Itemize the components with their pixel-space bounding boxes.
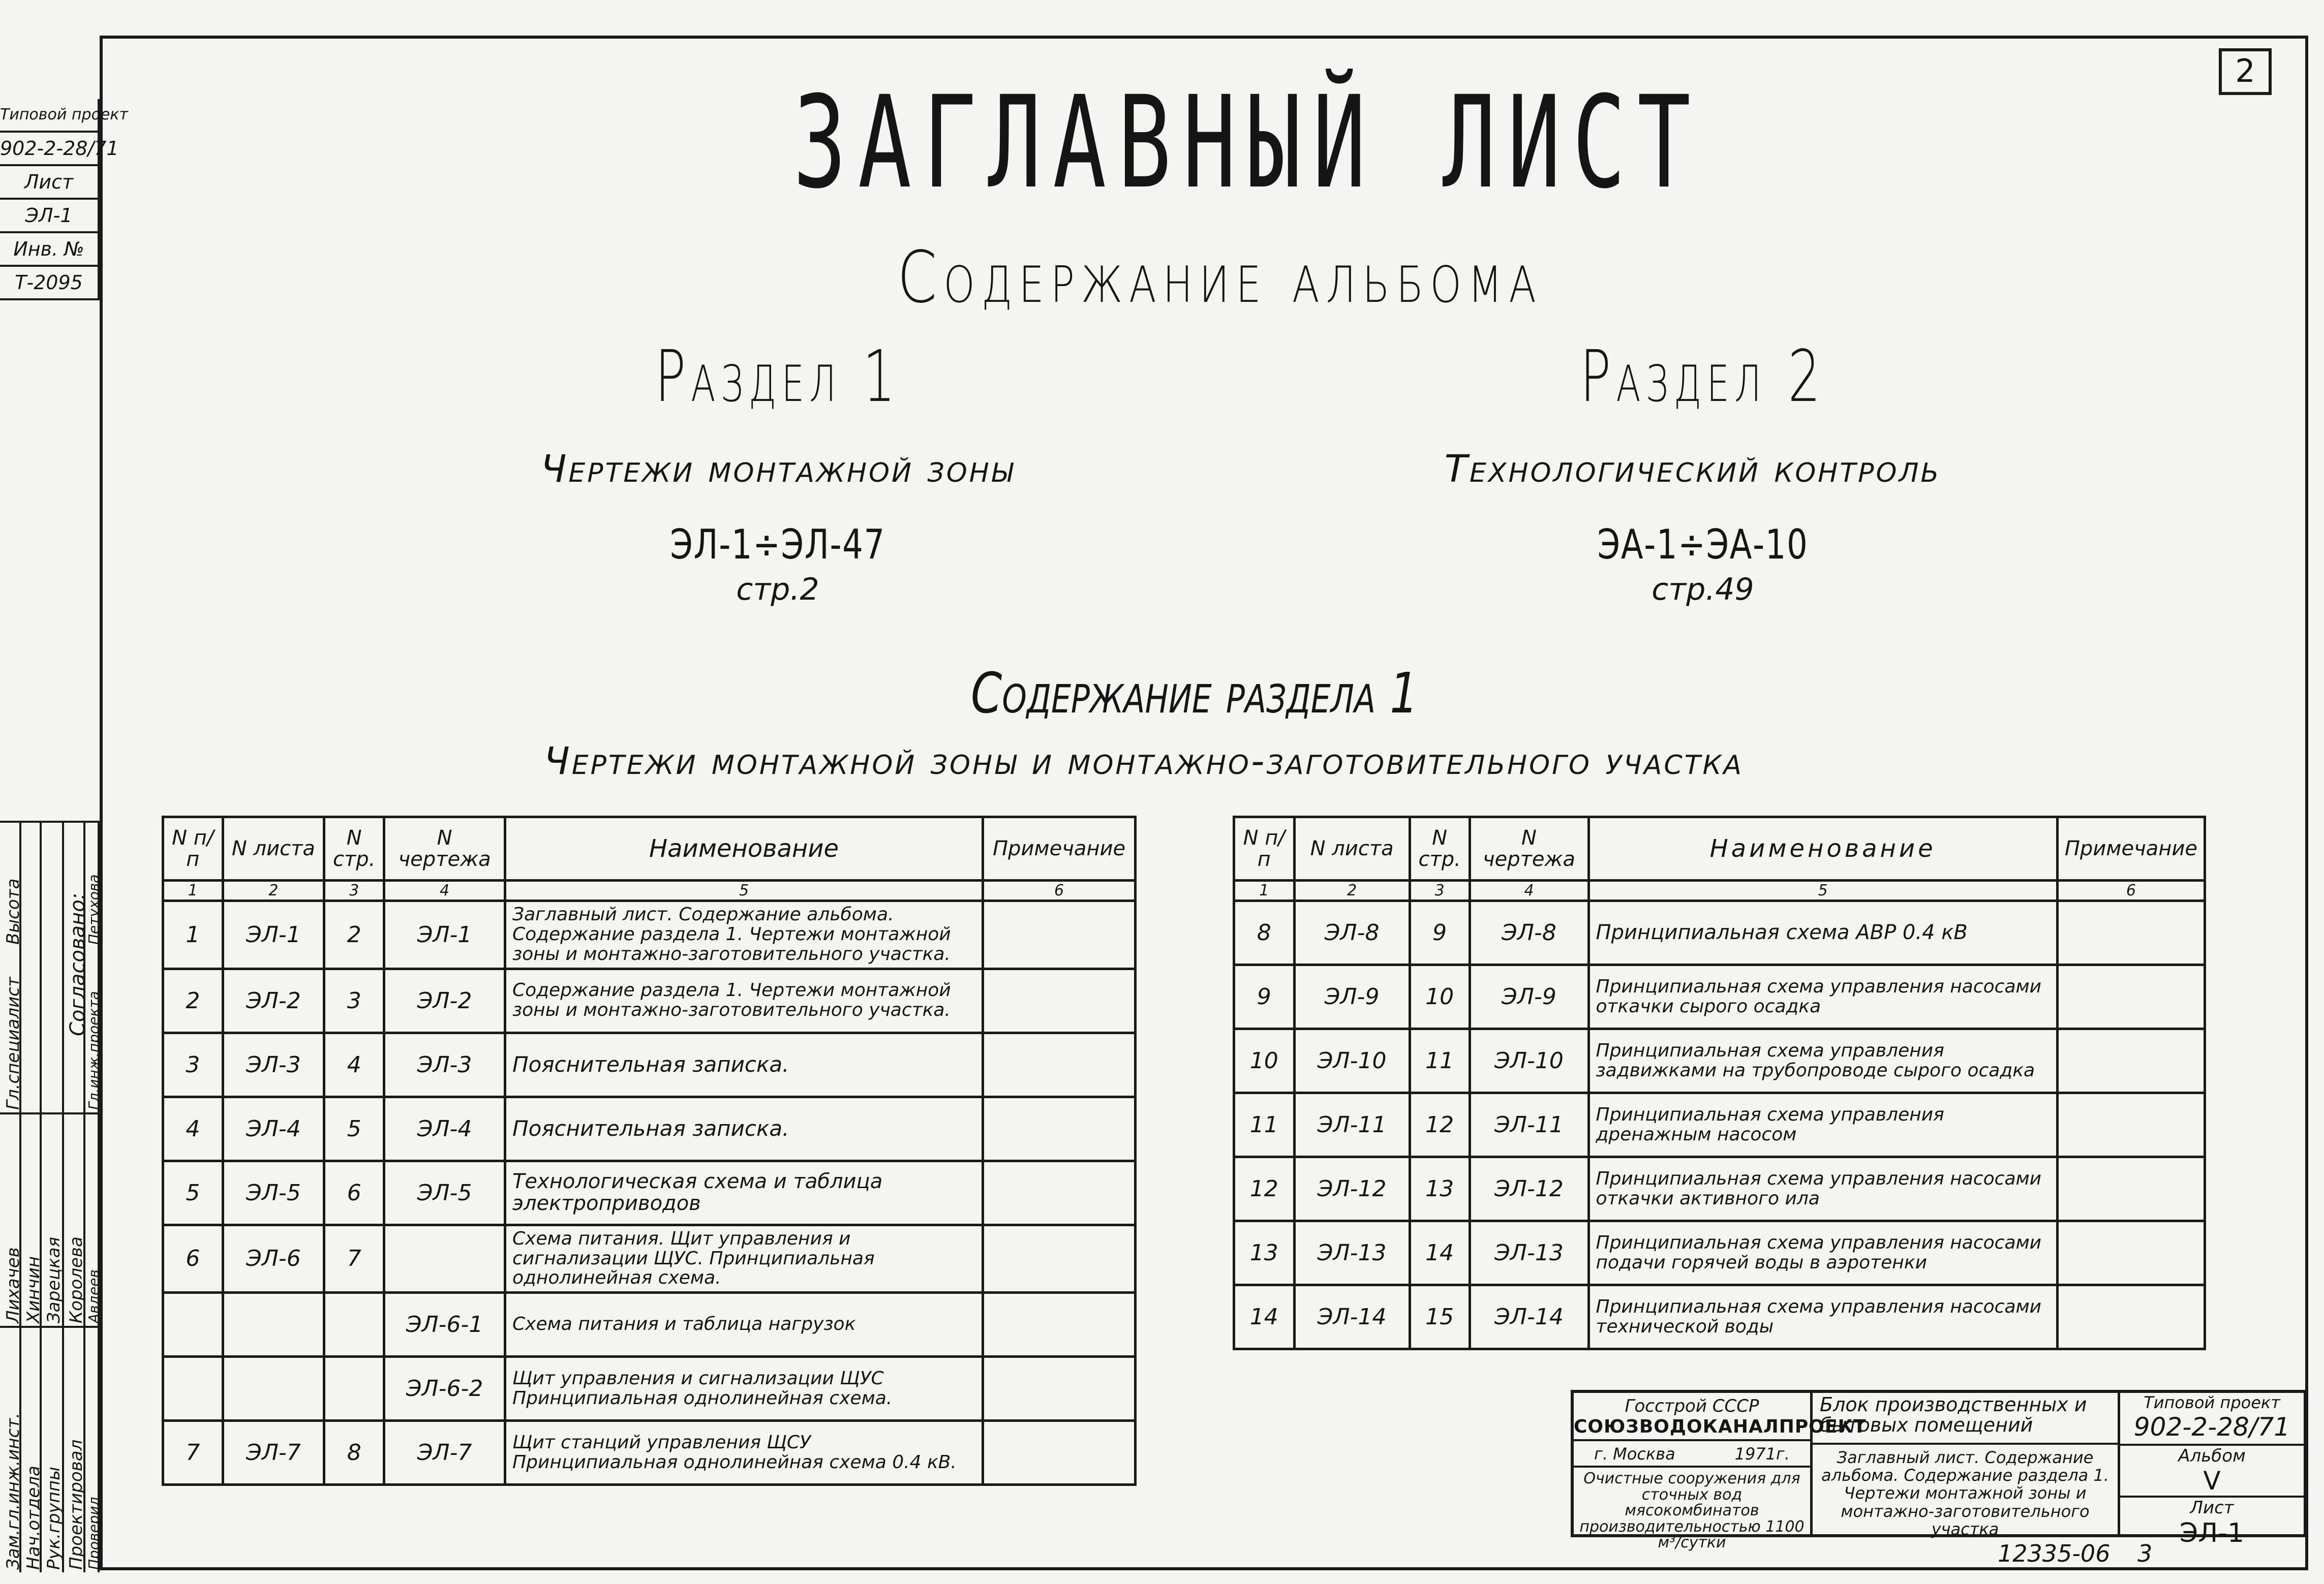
- cell-num: [163, 1293, 223, 1357]
- cell-name: Принципиальная схема управления задвижками на трубопроводе сырого осадка: [1588, 1029, 2057, 1093]
- album-label: Альбом: [2178, 1446, 2246, 1466]
- contents-heading: Содержание раздела 1: [970, 661, 1419, 726]
- title-block-description: [1813, 1393, 2120, 1539]
- role-label: Нач.отдела: [23, 1466, 44, 1570]
- cell-name: Схема питания и таблица нагрузок: [505, 1293, 983, 1357]
- album-value: V: [2120, 1466, 2304, 1498]
- table-row: [163, 1225, 1136, 1293]
- cell-note: [983, 1421, 1136, 1485]
- header-drawing: N чертежа: [384, 817, 505, 881]
- table-row: [163, 1293, 1136, 1357]
- table-row: [1234, 965, 2205, 1029]
- cell-page: 14: [1410, 1221, 1470, 1285]
- cell-name: Заглавный лист. Содержание альбома. Содержание раздела 1. Чертежи монтажной зоны и монтажно-заготовительного участка.: [505, 901, 983, 969]
- cell-page: 2: [324, 901, 384, 969]
- archive-code: 12335-06: [1998, 1540, 2111, 1567]
- cell-sheet: ЭЛ-5: [223, 1161, 324, 1225]
- header-num: N п/п: [1234, 817, 1295, 881]
- cell-num: 9: [1234, 965, 1295, 1029]
- section2-range: ЭА-1÷ЭА-10: [1597, 521, 1809, 568]
- cell-page: [324, 1357, 384, 1421]
- cell-name: Схема питания. Щит управления и сигнализации ЩУС. Принципиальная однолинейная схема.: [505, 1225, 983, 1293]
- cell-drawing: ЭЛ-3: [384, 1033, 505, 1097]
- cell-sheet: ЭЛ-1: [223, 901, 324, 969]
- table-row: [1234, 1285, 2205, 1349]
- cell-name: Принципиальная схема управления насосами откачки активного ила: [1588, 1157, 2057, 1221]
- cell-num: 13: [1234, 1221, 1295, 1285]
- cell-drawing: ЭЛ-7: [384, 1421, 505, 1485]
- header-sheet: N листа: [223, 817, 324, 881]
- person-name: Лихачев: [3, 1247, 23, 1323]
- approval-strip: [0, 821, 100, 1572]
- cell-name: Принципиальная схема управления насосами откачки сырого осадка: [1588, 965, 2057, 1029]
- section1-name: Чертежи монтажной зоны: [540, 447, 1015, 491]
- album-contents-title: Содержание альбома: [897, 236, 1543, 319]
- cell-drawing: ЭЛ-1: [384, 901, 505, 969]
- cell-num: 8: [1234, 901, 1295, 965]
- cell-sheet: ЭЛ-12: [1294, 1157, 1410, 1221]
- section1-heading: Раздел 1: [655, 335, 901, 418]
- cell-drawing: ЭЛ-9: [1470, 965, 1588, 1029]
- cell-name: Щит управления и сигнализации ЩУС Принципиальная однолинейная схема.: [505, 1357, 983, 1421]
- cell-num: 12: [1234, 1157, 1295, 1221]
- left-stamp-line: Т-2095: [0, 267, 100, 300]
- role-label: Зам.гл.инж.инст.: [3, 1413, 23, 1570]
- cell-page: 7: [324, 1225, 384, 1293]
- cell-page: 10: [1410, 965, 1470, 1029]
- cell-note: [2057, 901, 2205, 965]
- table-row: [163, 1033, 1136, 1097]
- left-stamp: [0, 99, 128, 300]
- cell-note: [2057, 1157, 2205, 1221]
- header-note: Примечание: [983, 817, 1136, 881]
- table-row: [1234, 1029, 2205, 1093]
- cell-name: Принципиальная схема управления дренажным насосом: [1588, 1093, 2057, 1157]
- agreed-name: Петухова: [85, 874, 102, 945]
- cell-num: [163, 1357, 223, 1421]
- left-stamp-line: 902-2-28/71: [0, 133, 100, 166]
- block-name: Блок производственных и бытовых помещений: [1813, 1393, 2118, 1445]
- person-name: Хинчин: [23, 1256, 44, 1323]
- person-name: Королева: [66, 1236, 86, 1323]
- header-num: N п/п: [163, 817, 223, 881]
- table-row: [1234, 1093, 2205, 1157]
- cell-name: Содержание раздела 1. Чертежи монтажной зоны и монтажно-заготовительного участка.: [505, 969, 983, 1033]
- approval-col: [42, 823, 64, 1572]
- role-label: Рук.группы: [44, 1467, 64, 1570]
- sheet-number-box: 2: [2219, 48, 2272, 95]
- sheet-title: Заглавный лист. Содержание альбома. Содержание раздела 1. Чертежи монтажной зоны и монтажно-заготовительного участка: [1821, 1448, 2109, 1539]
- header-sheet: N листа: [1294, 817, 1410, 881]
- cell-sheet: [223, 1293, 324, 1357]
- cell-page: 9: [1410, 901, 1470, 965]
- column-number: 4: [1470, 881, 1588, 901]
- column-number: 6: [983, 881, 1136, 901]
- column-number-row: [163, 881, 1136, 901]
- cell-sheet: ЭЛ-14: [1294, 1285, 1410, 1349]
- org-city-year: [1574, 1441, 1810, 1468]
- cell-num: 14: [1234, 1285, 1295, 1349]
- cell-num: 7: [163, 1421, 223, 1485]
- cell-num: 11: [1234, 1093, 1295, 1157]
- section2-name: Технологический контроль: [1444, 447, 1941, 491]
- cell-num: 4: [163, 1097, 223, 1161]
- cell-note: [983, 1161, 1136, 1225]
- column-number: 4: [384, 881, 505, 901]
- contents-table-left: [162, 816, 1137, 1486]
- table-header-row: [1234, 817, 2205, 881]
- table-row: [163, 1357, 1136, 1421]
- cell-name: Принципиальная схема АВР 0.4 кВ: [1588, 901, 2057, 965]
- org-ministry: Госстрой СССР: [1625, 1396, 1759, 1416]
- cell-page: [324, 1293, 384, 1357]
- cell-sheet: [223, 1357, 324, 1421]
- cell-note: [2057, 1221, 2205, 1285]
- column-number: 1: [163, 881, 223, 901]
- cell-drawing: ЭЛ-11: [1470, 1093, 1588, 1157]
- table-row: [1234, 1221, 2205, 1285]
- section1-page: стр.2: [736, 572, 819, 607]
- header-page: N стр.: [324, 817, 384, 881]
- cell-drawing: ЭЛ-2: [384, 969, 505, 1033]
- org-year: 1971г.: [1734, 1444, 1790, 1464]
- cell-note: [983, 969, 1136, 1033]
- cell-sheet: ЭЛ-2: [223, 969, 324, 1033]
- table-row: [163, 969, 1136, 1033]
- header-drawing: N чертежа: [1470, 817, 1588, 881]
- person-name: Авдеев: [85, 1269, 102, 1323]
- left-stamp-line: Лист: [0, 166, 100, 200]
- cell-note: [983, 1293, 1136, 1357]
- height-label: Высота: [3, 878, 23, 945]
- section2-page: стр.49: [1652, 572, 1754, 607]
- cell-page: 13: [1410, 1157, 1470, 1221]
- cell-page: 6: [324, 1161, 384, 1225]
- person-name: Зарецкая: [44, 1236, 64, 1323]
- left-stamp-line: Инв. №: [0, 233, 100, 267]
- agreed-role: Гл.специалист: [3, 977, 23, 1110]
- cell-note: [2057, 1029, 2205, 1093]
- cell-note: [983, 901, 1136, 969]
- cell-name: Щит станций управления ЩСУ Принципиальная однолинейная схема 0.4 кВ.: [505, 1421, 983, 1485]
- cell-note: [2057, 1093, 2205, 1157]
- cell-num: 10: [1234, 1029, 1295, 1093]
- cell-num: 1: [163, 901, 223, 969]
- cell-drawing: ЭЛ-5: [384, 1161, 505, 1225]
- cell-sheet: ЭЛ-7: [223, 1421, 324, 1485]
- cell-drawing: ЭЛ-4: [384, 1097, 505, 1161]
- column-number: 6: [2057, 881, 2205, 901]
- cell-sheet: ЭЛ-11: [1294, 1093, 1410, 1157]
- project-label: Типовой проект: [2144, 1393, 2280, 1412]
- cell-sheet: ЭЛ-9: [1294, 965, 1410, 1029]
- cell-sheet: ЭЛ-10: [1294, 1029, 1410, 1093]
- sheet-value: ЭЛ-1: [2179, 1518, 2245, 1548]
- sheet-label: Лист: [2190, 1498, 2234, 1518]
- cell-name: Пояснительная записка.: [505, 1033, 983, 1097]
- title-block: [1571, 1390, 2307, 1551]
- approval-col: [21, 823, 42, 1572]
- cell-drawing: ЭЛ-10: [1470, 1029, 1588, 1093]
- cell-page: 12: [1410, 1093, 1470, 1157]
- cell-num: 5: [163, 1161, 223, 1225]
- header-name: Наименование: [1588, 817, 2057, 881]
- table-header-row: [163, 817, 1136, 881]
- cell-num: 2: [163, 969, 223, 1033]
- cell-note: [983, 1357, 1136, 1421]
- cell-name: Технологическая схема и таблица электроприводов: [505, 1161, 983, 1225]
- cell-page: 8: [324, 1421, 384, 1485]
- cell-note: [983, 1033, 1136, 1097]
- column-number: 2: [1294, 881, 1410, 901]
- cell-drawing: ЭЛ-13: [1470, 1221, 1588, 1285]
- cell-page: 11: [1410, 1029, 1470, 1093]
- table-row: [1234, 901, 2205, 965]
- left-stamp-line: Типовой проект: [0, 99, 100, 133]
- cell-drawing: ЭЛ-14: [1470, 1285, 1588, 1349]
- table-row: [163, 1421, 1136, 1485]
- column-number: 5: [1588, 881, 2057, 901]
- approval-divider: [0, 1326, 100, 1328]
- page-title: ЗАГЛАВНЫЙ ЛИСТ: [793, 69, 1702, 216]
- title-block-codes: [2120, 1393, 2304, 1548]
- cell-num: 3: [163, 1033, 223, 1097]
- cell-note: [983, 1225, 1136, 1293]
- cell-sheet: ЭЛ-4: [223, 1097, 324, 1161]
- column-number: 3: [324, 881, 384, 901]
- table-row: [163, 1097, 1136, 1161]
- role-label: Проектировал: [66, 1439, 86, 1570]
- org-city: г. Москва: [1594, 1444, 1675, 1464]
- page-number: 3: [2137, 1540, 2153, 1567]
- left-stamp-line: ЭЛ-1: [0, 200, 100, 233]
- cell-note: [2057, 965, 2205, 1029]
- header-name: Наименование: [505, 817, 983, 881]
- header-note: Примечание: [2057, 817, 2205, 881]
- cell-drawing: [384, 1225, 505, 1293]
- cell-sheet: ЭЛ-6: [223, 1225, 324, 1293]
- column-number: 5: [505, 881, 983, 901]
- table-row: [163, 1161, 1136, 1225]
- column-number-row: [1234, 881, 2205, 901]
- cell-sheet: ЭЛ-3: [223, 1033, 324, 1097]
- cell-num: 6: [163, 1225, 223, 1293]
- title-block-org: [1574, 1393, 1867, 1551]
- cell-page: 4: [324, 1033, 384, 1097]
- column-number: 1: [1234, 881, 1295, 901]
- contents-subheading: Чертежи монтажной зоны и монтажно-заготовительного участка: [544, 739, 1744, 783]
- cell-name: Принципиальная схема управления насосами технической воды: [1588, 1285, 2057, 1349]
- object-description: Очистные сооружения для сточных вод мясокомбинатов производительностью 1100 м³/сутки: [1579, 1470, 1805, 1551]
- cell-name: Пояснительная записка.: [505, 1097, 983, 1161]
- cell-name: Принципиальная схема управления насосами подачи горячей воды в аэротенки: [1588, 1221, 2057, 1285]
- agreed-label: Согласовано:: [66, 892, 89, 1036]
- column-number: 3: [1410, 881, 1470, 901]
- approval-divider: [0, 1112, 100, 1114]
- cell-sheet: ЭЛ-13: [1294, 1221, 1410, 1285]
- contents-table-right: [1233, 816, 2206, 1350]
- column-number: 2: [223, 881, 324, 901]
- org-institute: СОЮЗВОДОКАНАЛПРОЕКТ: [1574, 1416, 1810, 1441]
- section1-range: ЭЛ-1÷ЭЛ-47: [670, 521, 885, 568]
- header-page: N стр.: [1410, 817, 1470, 881]
- cell-note: [2057, 1285, 2205, 1349]
- role-label: Проверил: [85, 1497, 102, 1570]
- agreed-chief: Гл.инж.проекта: [85, 991, 102, 1110]
- cell-note: [983, 1097, 1136, 1161]
- table-row: [163, 901, 1136, 969]
- cell-drawing: ЭЛ-6-1: [384, 1293, 505, 1357]
- cell-page: 15: [1410, 1285, 1470, 1349]
- cell-page: 3: [324, 969, 384, 1033]
- cell-drawing: ЭЛ-6-2: [384, 1357, 505, 1421]
- table-row: [1234, 1157, 2205, 1221]
- cell-page: 5: [324, 1097, 384, 1161]
- section2-heading: Раздел 2: [1580, 335, 1826, 418]
- project-code: 902-2-28/71: [2120, 1412, 2304, 1446]
- cell-drawing: ЭЛ-8: [1470, 901, 1588, 965]
- cell-sheet: ЭЛ-8: [1294, 901, 1410, 965]
- cell-drawing: ЭЛ-12: [1470, 1157, 1588, 1221]
